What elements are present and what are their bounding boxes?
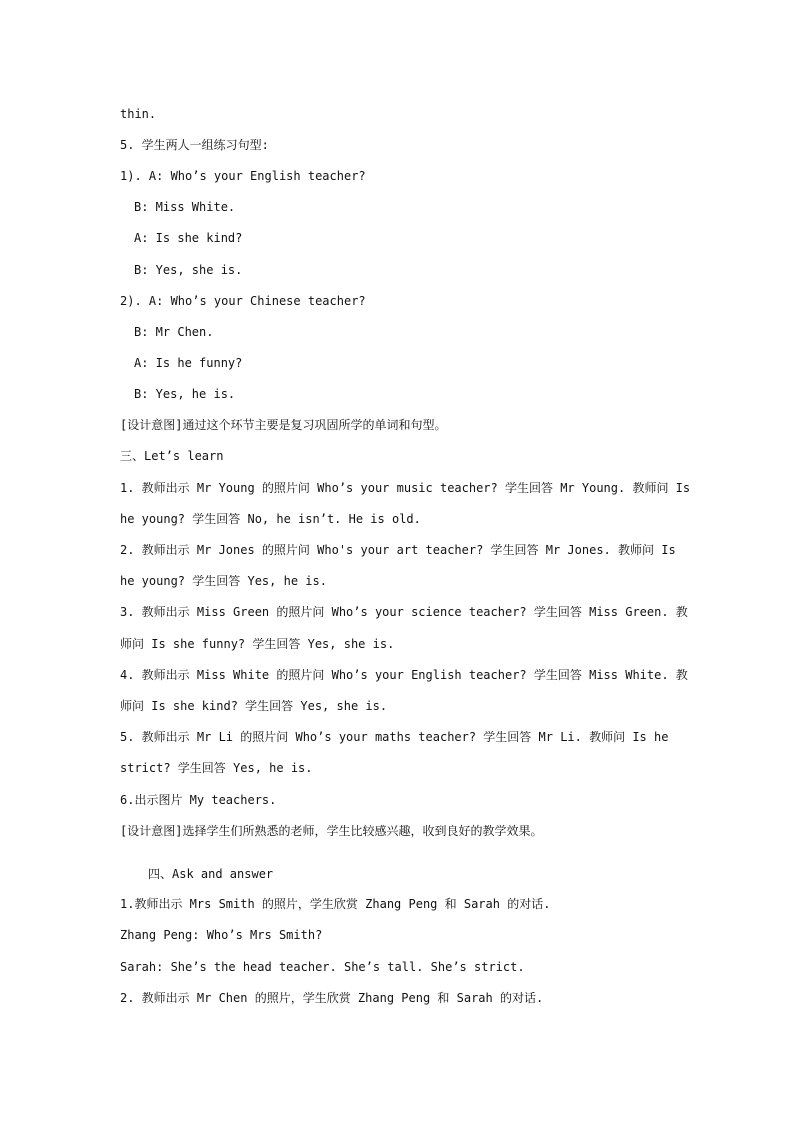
text-line: [设计意图]选择学生们所熟悉的老师，学生比较感兴趣，收到良好的教学效果。 (120, 824, 543, 838)
text-line: 3. 教师出示 Miss Green 的照片问 Who’s your science teacher? 学生回答 Miss Green. 教 (120, 605, 688, 619)
text-line: B: Miss White. (134, 200, 236, 214)
text-line: B: Yes, he is. (134, 387, 236, 401)
text-line: 师问 Is she funny? 学生回答 Yes, she is. (120, 637, 395, 651)
text-line: 2. 教师出示 Mr Chen 的照片，学生欣赏 Zhang Peng 和 Sarah 的对话. (120, 991, 544, 1005)
text-line: 2. 教师出示 Mr Jones 的照片问 Who's your art teacher? 学生回答 Mr Jones. 教师问 Is (120, 543, 676, 557)
text-line: B: Mr Chen. (134, 325, 214, 339)
section-heading: 四、Ask and answer (148, 867, 274, 881)
text-line: 6.出示图片 My teachers. (120, 793, 277, 807)
text-line: A: Is she kind? (134, 231, 243, 245)
text-line: 5. 学生两人一组练习句型: (120, 138, 269, 152)
text-line: 2). A: Who’s your Chinese teacher? (120, 294, 366, 308)
text-line: Sarah: She’s the head teacher. She’s tall. She’s strict. (120, 960, 525, 974)
text-line: strict? 学生回答 Yes, he is. (120, 761, 313, 775)
section-heading: 三、Let’s learn (120, 449, 224, 463)
text-line: he young? 学生回答 Yes, he is. (120, 574, 327, 588)
text-line: [设计意图]通过这个环节主要是复习巩固所学的单词和句型。 (120, 418, 447, 432)
text-line: 师问 Is she kind? 学生回答 Yes, she is. (120, 699, 388, 713)
text-line: A: Is he funny? (134, 356, 243, 370)
text-line: 5. 教师出示 Mr Li 的照片问 Who’s your maths teacher? 学生回答 Mr Li. 教师问 Is he (120, 730, 669, 744)
text-line: thin. (120, 107, 157, 121)
text-line: 4. 教师出示 Miss White 的照片问 Who’s your English teacher? 学生回答 Miss White. 教 (120, 668, 688, 682)
text-line: 1. 教师出示 Mr Young 的照片问 Who’s your music teacher? 学生回答 Mr Young. 教师问 Is (120, 481, 691, 495)
text-line: he young? 学生回答 No, he isn’t. He is old. (120, 512, 421, 526)
text-line: B: Yes, she is. (134, 263, 243, 277)
text-line: 1). A: Who’s your English teacher? (120, 169, 366, 183)
text-line: Zhang Peng: Who’s Mrs Smith? (120, 928, 323, 942)
text-line: 1.教师出示 Mrs Smith 的照片，学生欣赏 Zhang Peng 和 Sarah 的对话. (120, 897, 551, 911)
